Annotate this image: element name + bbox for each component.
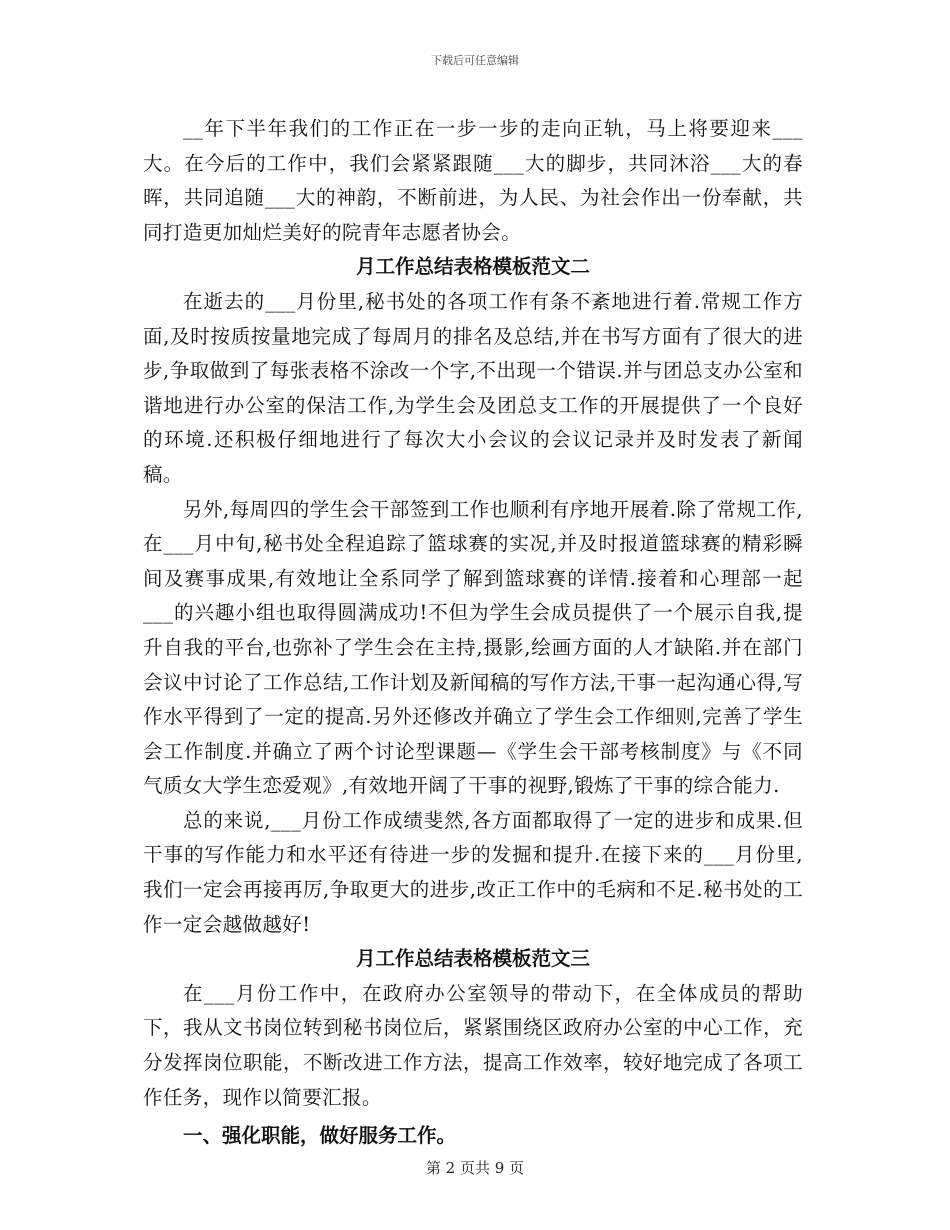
section-title-2: 月工作总结表格模板范文二: [355, 255, 590, 279]
paragraph-secretariat-2: 另外,每周四的学生会干部签到工作也顺利有序地开展着.除了常规工作,在___月中旬,秘书处全程追踪了篮球赛的实况,并及时报道篮球赛的精彩瞬间及赛事成果,有效地让全系同学了解到篮球赛的详情.接着和心理部一起___的兴趣小组也取得圆满成功!不但为学生会成员提供了一个展示自我,提升自我的平台,也弥补了学生会在主持,摄影,绘画方面的人才缺陷.并在部门会议中讨论了工作总结,工作计划及新闻稿的写作方法,干事一起沟通心得,写作水平得到了一定的提高.另外还修改并确立了学生会工作细则,完善了学生会工作制度.并确立了两个讨论型课题—《学生会干部考核制度》与《不同气质女大学生恋爱观》,有效地开阔了干事的视野,锻炼了干事的综合能力.: [143, 497, 803, 798]
subsection-heading: 一、强化职能，做好服务工作。: [183, 1124, 457, 1148]
paragraph-secretariat-3: 总的来说,___月份工作成绩斐然,各方面都取得了一定的进步和成果.但干事的写作能力和水平还有待进一步的发掘和提升.在接下来的___月份里,我们一定会再接再厉,争取更大的进步,改正工作中的毛病和不足.秘书处的工作一定会越做越好!: [143, 808, 803, 936]
section-title-3: 月工作总结表格模板范文三: [355, 947, 590, 971]
paragraph-government-office: 在___月份工作中，在政府办公室领导的带动下，在全体成员的帮助下，我从文书岗位转到秘书岗位后，紧紧围绕区政府办公室的中心工作，充分发挥岗位职能，不断改进工作方法，提高工作效率，较好地完成了各项工作任务，现作以简要汇报。: [143, 981, 803, 1109]
page-footer: 第 2 页共 9 页: [425, 1159, 525, 1177]
paragraph-intro: __年下半年我们的工作正在一步一步的走向正轨，马上将要迎来___大。在今后的工作中，我们会紧紧跟随___大的脚步，共同沐浴___大的春晖，共同追随___大的神韵，不断前进，为人民、为社会作出一份奉献，共同打造更加灿烂美好的院青年志愿者协会。: [143, 117, 803, 244]
page-header: 下载后可任意编辑: [431, 54, 519, 67]
document-body: [143, 112, 803, 1154]
paragraph-secretariat-1: 在逝去的___月份里,秘书处的各项工作有条不紊地进行着.常规工作方面,及时按质按量地完成了每周月的排名及总结,并在书写方面有了很大的进步,争取做到了每张表格不涂改一个字,不出现一个错误.并与团总支办公室和谐地进行办公室的保洁工作,为学生会及团总支工作的开展提供了一个良好的环境.还积极仔细地进行了每次大小会议的会议记录并及时发表了新闻稿。: [143, 289, 803, 486]
